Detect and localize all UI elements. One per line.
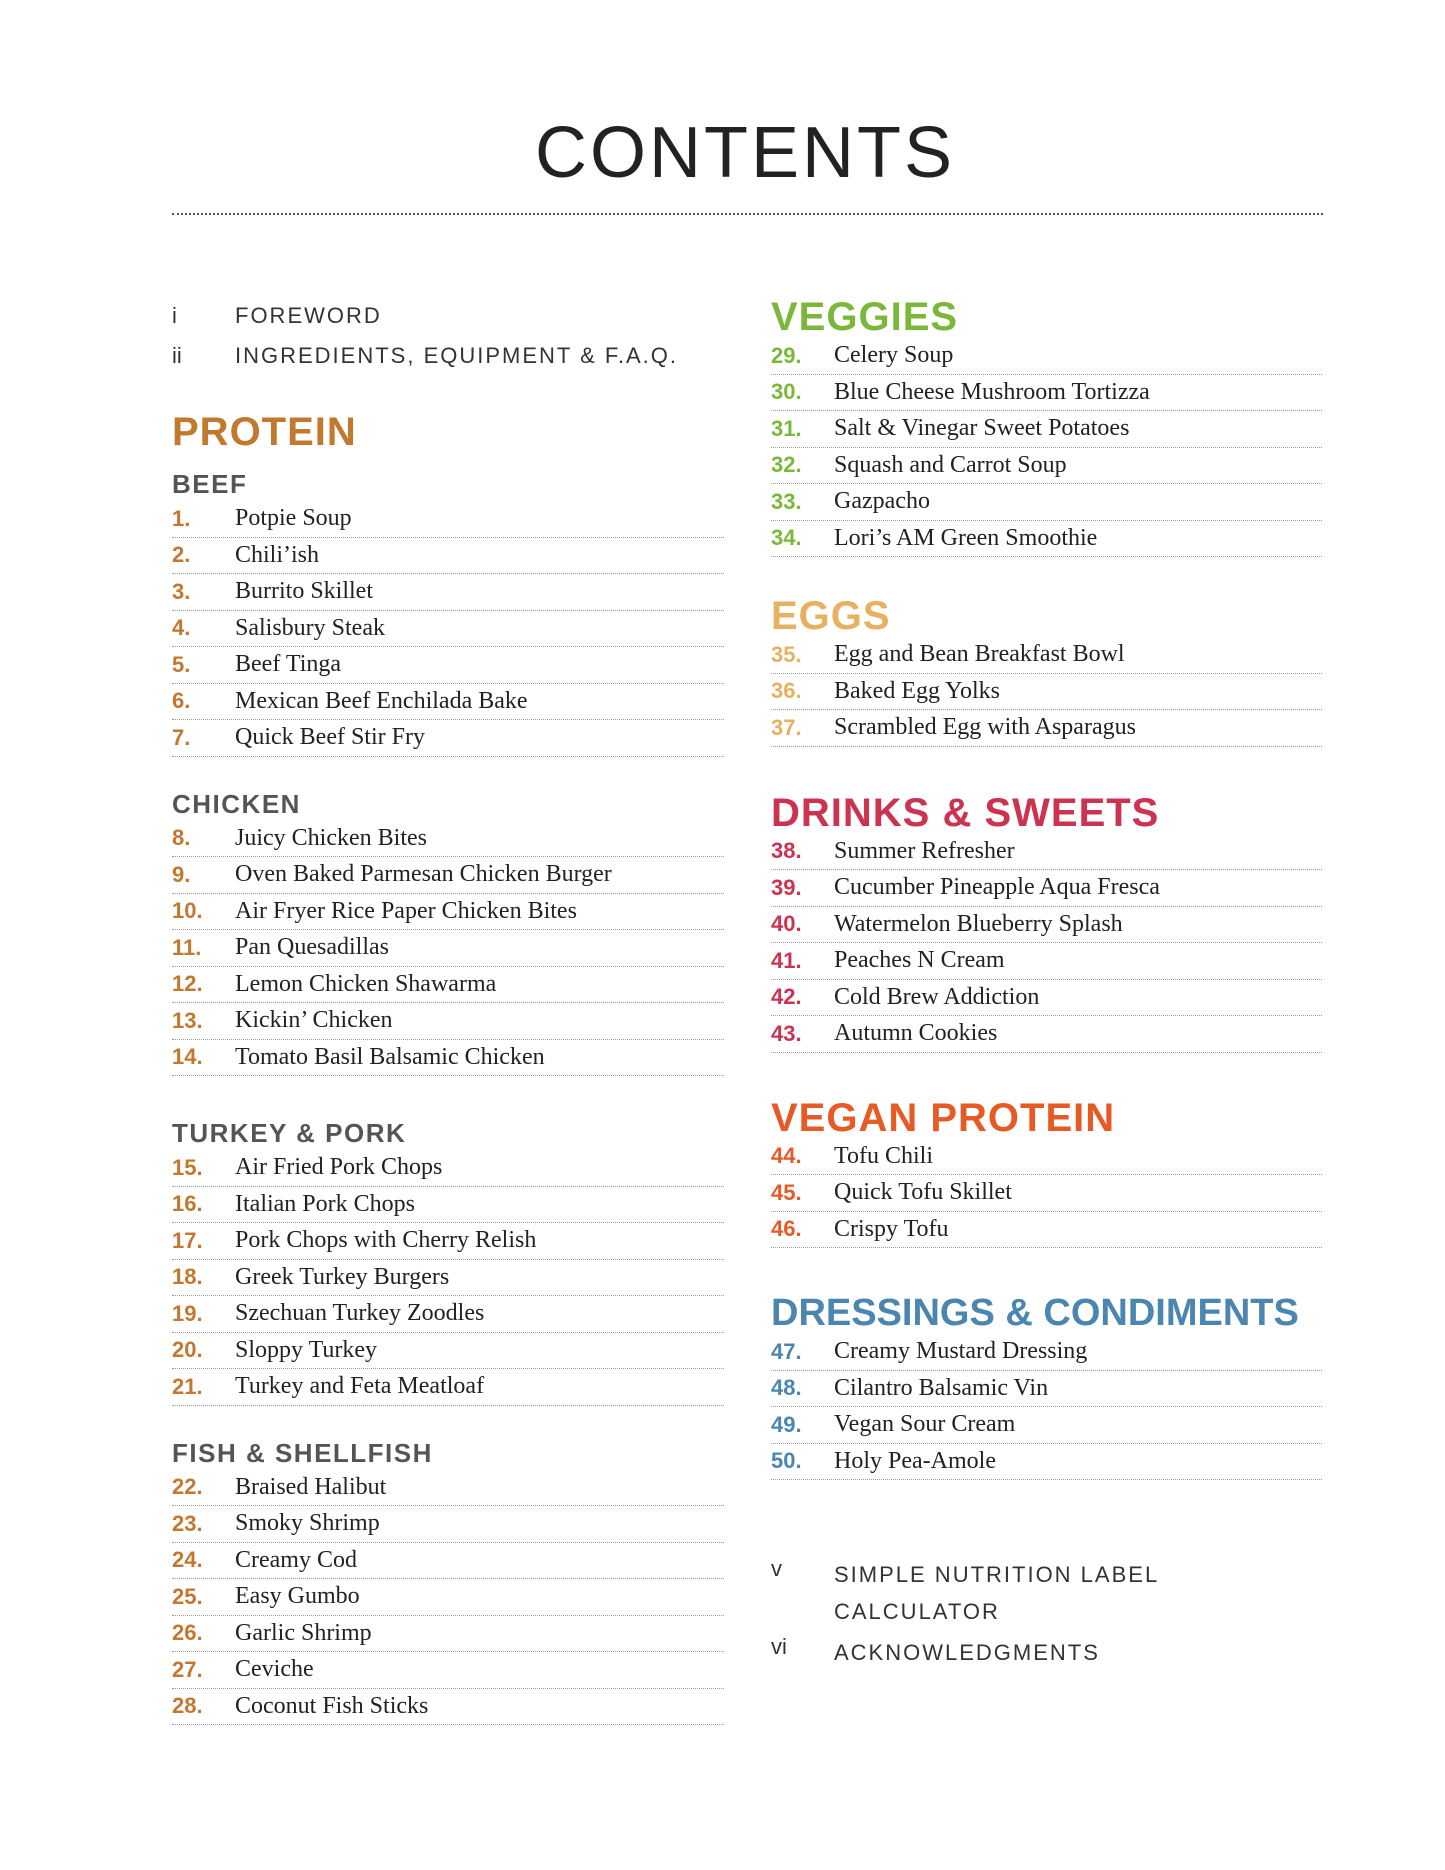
back-matter — [771, 1556, 1322, 1671]
recipe-number: 34. — [771, 525, 802, 551]
recipe-number: 43. — [771, 1020, 802, 1046]
turkey-pork-subheading: TURKEY & PORK — [172, 1118, 407, 1148]
recipe-title: Turkey and Feta Meatloaf — [235, 1373, 485, 1400]
recipe-title: Lori’s AM Green Smoothie — [834, 524, 1098, 551]
recipe-title: Beef Tinga — [235, 651, 342, 678]
recipe-number: 27. — [172, 1656, 203, 1682]
recipe-number: 49. — [771, 1411, 802, 1437]
dressings-section — [771, 1292, 1322, 1480]
recipe-number: 19. — [172, 1300, 203, 1326]
recipe-title: Mexican Beef Enchilada Bake — [235, 687, 528, 714]
eggs-section — [771, 595, 1322, 747]
back-matter-label: SIMPLE NUTRITION LABEL CALCULATOR — [834, 1562, 1159, 1624]
recipe-number: 47. — [771, 1338, 802, 1364]
recipe-title: Quick Tofu Skillet — [834, 1179, 1012, 1206]
recipe-title: Easy Gumbo — [235, 1583, 360, 1610]
recipe-item[interactable] — [172, 1369, 724, 1406]
recipe-title: Ceviche — [235, 1656, 314, 1683]
front-matter-label: INGREDIENTS, EQUIPMENT & F.A.Q. — [235, 343, 678, 369]
chicken-list — [172, 821, 724, 1077]
recipe-number: 21. — [172, 1373, 203, 1399]
recipe-number: 9. — [172, 861, 191, 887]
recipe-title: Creamy Cod — [235, 1546, 357, 1573]
recipe-title: Oven Baked Parmesan Chicken Burger — [235, 861, 612, 888]
recipe-item[interactable] — [172, 930, 724, 967]
recipe-item[interactable] — [771, 1139, 1322, 1176]
recipe-title: Holy Pea-Amole — [834, 1447, 996, 1474]
recipe-item[interactable] — [771, 521, 1322, 558]
recipe-number: 48. — [771, 1375, 802, 1401]
recipe-item[interactable] — [172, 1260, 724, 1297]
recipe-title: Celery Soup — [834, 342, 954, 369]
back-matter-item[interactable] — [771, 1634, 1322, 1671]
recipe-title: Juicy Chicken Bites — [235, 824, 427, 851]
recipe-number: 32. — [771, 452, 802, 478]
vegan-protein-list — [771, 1139, 1322, 1249]
vegan-protein-section — [771, 1097, 1322, 1249]
fish-shellfish-subheading: FISH & SHELLFISH — [172, 1437, 433, 1468]
recipe-number: 4. — [172, 615, 191, 641]
recipe-item[interactable] — [172, 1296, 724, 1333]
recipe-item[interactable] — [172, 1470, 724, 1507]
recipe-number: 33. — [771, 488, 802, 514]
recipe-title: Cilantro Balsamic Vin — [834, 1374, 1049, 1401]
recipe-item[interactable] — [172, 894, 724, 931]
recipe-item[interactable] — [172, 684, 724, 721]
recipe-item[interactable] — [172, 1543, 724, 1580]
beef-list — [172, 501, 724, 757]
recipe-number: 10. — [172, 898, 203, 924]
recipe-item[interactable] — [771, 870, 1322, 907]
recipe-number: 41. — [771, 947, 802, 973]
recipe-number: 22. — [172, 1474, 203, 1500]
back-matter-number: v — [771, 1556, 782, 1581]
recipe-title: Pork Chops with Cherry Relish — [235, 1227, 537, 1254]
recipe-item[interactable] — [771, 1016, 1322, 1053]
beef-subheading: BEEF — [172, 469, 248, 499]
recipe-number: 37. — [771, 714, 802, 740]
recipe-item[interactable] — [172, 967, 724, 1004]
recipe-item[interactable] — [771, 1175, 1322, 1212]
recipe-title: Crispy Tofu — [834, 1215, 949, 1242]
right-column — [771, 296, 1322, 1671]
recipe-title: Blue Cheese Mushroom Tortizza — [834, 378, 1150, 405]
back-matter-number: vi — [771, 1634, 787, 1659]
chicken-section — [172, 789, 724, 1077]
recipe-item[interactable] — [172, 1579, 724, 1616]
veggies-heading: VEGGIES — [771, 295, 959, 339]
eggs-heading: EGGS — [771, 594, 891, 638]
recipe-item[interactable] — [771, 1212, 1322, 1249]
recipe-item[interactable] — [172, 1689, 724, 1726]
eggs-list — [771, 637, 1322, 747]
recipe-item[interactable] — [771, 637, 1322, 674]
recipe-title: Potpie Soup — [235, 505, 352, 532]
recipe-item[interactable] — [771, 907, 1322, 944]
chicken-subheading: CHICKEN — [172, 788, 301, 819]
recipe-title: Summer Refresher — [834, 837, 1015, 864]
recipe-title: Braised Halibut — [235, 1473, 387, 1500]
recipe-number: 38. — [771, 838, 802, 864]
recipe-number: 5. — [172, 651, 191, 677]
recipe-item[interactable] — [172, 1223, 724, 1260]
recipe-item[interactable] — [771, 1407, 1322, 1444]
recipe-item[interactable] — [172, 1187, 724, 1224]
recipe-item[interactable] — [771, 448, 1322, 485]
fish-shellfish-section — [172, 1438, 724, 1726]
recipe-title: Lemon Chicken Shawarma — [235, 970, 497, 997]
recipe-item[interactable] — [172, 501, 724, 538]
recipe-number: 23. — [172, 1510, 203, 1536]
front-matter-number: ii — [172, 343, 182, 368]
front-matter-item[interactable] — [172, 336, 724, 376]
recipe-item[interactable] — [771, 980, 1322, 1017]
recipe-number: 36. — [771, 678, 802, 704]
recipe-number: 11. — [172, 934, 202, 960]
recipe-number: 24. — [172, 1547, 203, 1573]
front-matter — [172, 296, 724, 376]
recipe-number: 45. — [771, 1179, 802, 1205]
recipe-title: Italian Pork Chops — [235, 1190, 415, 1217]
recipe-title: Burrito Skillet — [235, 578, 373, 605]
recipe-number: 18. — [172, 1264, 203, 1290]
recipe-number: 30. — [771, 379, 802, 405]
recipe-number: 46. — [771, 1216, 802, 1242]
recipe-number: 7. — [172, 724, 191, 750]
recipe-item[interactable] — [771, 1371, 1322, 1408]
recipe-number: 16. — [172, 1191, 203, 1217]
recipe-number: 8. — [172, 825, 191, 851]
recipe-item[interactable] — [172, 720, 724, 757]
recipe-item[interactable] — [172, 1003, 724, 1040]
recipe-number: 40. — [771, 911, 802, 937]
recipe-number: 14. — [172, 1044, 203, 1070]
recipe-number: 12. — [172, 971, 203, 997]
recipe-item[interactable] — [172, 1150, 724, 1187]
recipe-number: 28. — [172, 1693, 203, 1719]
vegan-protein-heading: VEGAN PROTEIN — [771, 1095, 1116, 1140]
recipe-number: 15. — [172, 1154, 203, 1180]
recipe-item[interactable] — [771, 1334, 1322, 1371]
recipe-item[interactable] — [172, 1333, 724, 1370]
recipe-item[interactable] — [172, 821, 724, 858]
recipe-title: Watermelon Blueberry Splash — [834, 910, 1123, 937]
recipe-number: 42. — [771, 984, 802, 1010]
beef-section — [172, 469, 724, 757]
recipe-number: 35. — [771, 641, 802, 667]
drinks-sweets-heading: DRINKS & SWEETS — [771, 790, 1160, 835]
recipe-title: Gazpacho — [834, 488, 930, 515]
recipe-item[interactable] — [771, 338, 1322, 375]
fish-shellfish-list — [172, 1470, 724, 1726]
recipe-number: 6. — [172, 688, 191, 714]
recipe-number: 50. — [771, 1448, 802, 1474]
turkey-pork-list — [172, 1150, 724, 1406]
recipe-title: Szechuan Turkey Zoodles — [235, 1300, 485, 1327]
recipe-item[interactable] — [172, 538, 724, 575]
recipe-number: 20. — [172, 1337, 203, 1363]
recipe-title: Garlic Shrimp — [235, 1619, 372, 1646]
recipe-title: Sloppy Turkey — [235, 1336, 378, 1363]
recipe-number: 13. — [172, 1007, 203, 1033]
recipe-number: 31. — [771, 415, 802, 441]
recipe-number: 39. — [771, 874, 802, 900]
recipe-item[interactable] — [771, 1444, 1322, 1481]
recipe-title: Tomato Basil Balsamic Chicken — [235, 1043, 545, 1070]
recipe-title: Creamy Mustard Dressing — [834, 1338, 1088, 1365]
recipe-item[interactable] — [172, 857, 724, 894]
front-matter-number: i — [172, 303, 177, 328]
recipe-item[interactable] — [172, 1040, 724, 1077]
front-matter-label: FOREWORD — [235, 303, 382, 329]
recipe-item[interactable] — [771, 375, 1322, 412]
front-matter-item[interactable] — [172, 296, 724, 336]
recipe-number: 3. — [172, 578, 191, 604]
dressings-heading: DRESSINGS & CONDIMENTS — [771, 1292, 1299, 1334]
recipe-number: 25. — [172, 1583, 203, 1609]
recipe-title: Scrambled Egg with Asparagus — [834, 714, 1136, 741]
dressings-list — [771, 1334, 1322, 1480]
recipe-title: Pan Quesadillas — [235, 934, 389, 961]
drinks-sweets-section — [771, 792, 1322, 1053]
recipe-item[interactable] — [172, 611, 724, 648]
recipe-item[interactable] — [771, 834, 1322, 871]
veggies-section — [771, 296, 1322, 557]
recipe-item[interactable] — [172, 647, 724, 684]
recipe-title: Chili’ish — [235, 541, 320, 568]
recipe-number: 29. — [771, 342, 802, 368]
veggies-list — [771, 338, 1322, 557]
recipe-item[interactable] — [771, 411, 1322, 448]
recipe-title: Vegan Sour Cream — [834, 1411, 1016, 1438]
recipe-title: Egg and Bean Breakfast Bowl — [834, 641, 1125, 668]
title-divider — [172, 213, 1323, 215]
recipe-title: Air Fryer Rice Paper Chicken Bites — [235, 897, 577, 924]
recipe-item[interactable] — [771, 674, 1322, 711]
recipe-title: Greek Turkey Burgers — [235, 1263, 450, 1290]
recipe-number: 26. — [172, 1620, 203, 1646]
recipe-title: Autumn Cookies — [834, 1020, 998, 1047]
recipe-item[interactable] — [771, 710, 1322, 747]
recipe-title: Salisbury Steak — [235, 614, 385, 641]
recipe-title: Kickin’ Chicken — [235, 1007, 393, 1034]
recipe-number: 1. — [172, 505, 191, 531]
recipe-title: Baked Egg Yolks — [834, 677, 1001, 704]
left-column — [172, 296, 724, 1725]
recipe-number: 17. — [172, 1227, 203, 1253]
recipe-title: Smoky Shrimp — [235, 1510, 380, 1537]
recipe-item[interactable] — [172, 574, 724, 611]
recipe-title: Cucumber Pineapple Aqua Fresca — [834, 874, 1160, 901]
recipe-title: Tofu Chili — [834, 1142, 933, 1169]
recipe-title: Quick Beef Stir Fry — [235, 724, 425, 751]
recipe-title: Peaches N Cream — [834, 947, 1005, 974]
recipe-title: Coconut Fish Sticks — [235, 1692, 429, 1719]
back-matter-label: ACKNOWLEDGMENTS — [834, 1640, 1100, 1665]
recipe-item[interactable] — [771, 943, 1322, 980]
recipe-title: Air Fried Pork Chops — [235, 1154, 443, 1181]
recipe-title: Squash and Carrot Soup — [834, 451, 1067, 478]
recipe-title: Cold Brew Addiction — [834, 983, 1040, 1010]
turkey-pork-section — [172, 1118, 724, 1406]
drinks-sweets-list — [771, 834, 1322, 1053]
recipe-item[interactable] — [172, 1616, 724, 1653]
page-title: CONTENTS — [535, 113, 955, 193]
recipe-item[interactable] — [172, 1506, 724, 1543]
recipe-number: 44. — [771, 1143, 802, 1169]
recipe-item[interactable] — [771, 484, 1322, 521]
back-matter-item[interactable] — [771, 1556, 1322, 1630]
recipe-item[interactable] — [172, 1652, 724, 1689]
recipe-title: Salt & Vinegar Sweet Potatoes — [834, 415, 1130, 442]
recipe-number: 2. — [172, 542, 191, 568]
protein-heading: PROTEIN — [172, 410, 357, 454]
